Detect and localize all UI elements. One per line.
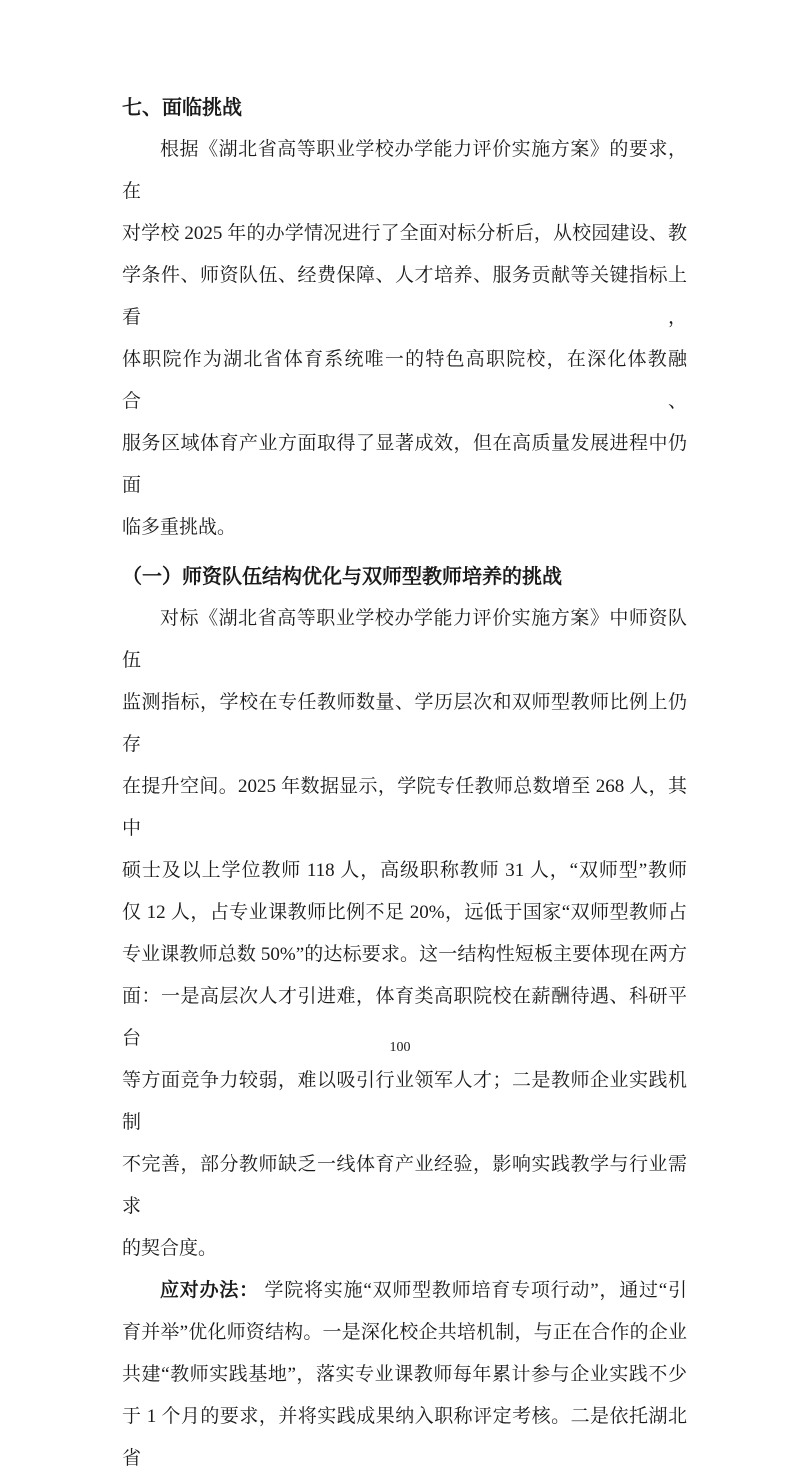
paragraph-line: 根据《湖北省高等职业学校办学能力评价实施方案》的要求，在 [122, 139, 687, 202]
paragraph-line: 监测指标，学校在专任教师数量、学历层次和双师型教师比例上仍存 [122, 692, 687, 755]
paragraph-line: 共建“教师实践基地”，落实专业课教师每年累计参与企业实践不少 [122, 1364, 687, 1385]
paragraph-line: 于 1 个月的要求，并将实践成果纳入职称评定考核。二是依托湖北省 [122, 1406, 687, 1469]
lead-rest-text: 学院将实施“双师型教师培育专项行动”，通过“引 [258, 1280, 687, 1301]
paragraph-3 [122, 1270, 687, 1480]
subsection-heading: （一）师资队伍结构优化与双师型教师培养的挑战 [122, 566, 562, 588]
paragraph-line: 临多重挑战。 [122, 517, 237, 538]
paragraph-1 [122, 129, 687, 549]
section-heading: 七、面临挑战 [122, 97, 242, 119]
paragraph-2 [122, 598, 687, 1270]
paragraph-line: 对学校 2025 年的办学情况进行了全面对标分析后，从校园建设、教 [122, 223, 687, 244]
paragraph-line: 不完善，部分教师缺乏一线体育产业经验，影响实践教学与行业需求 [122, 1154, 687, 1217]
paragraph-line: 专业课教师总数 50%”的达标要求。这一结构性短板主要体现在两方 [122, 944, 687, 965]
paragraph-line [122, 1270, 687, 1312]
paragraph-line: 育并举”优化师资结构。一是深化校企共培机制，与正在合作的企业 [122, 1322, 687, 1343]
paragraph-line: 的契合度。 [122, 1238, 218, 1259]
paragraph-line: 体职院作为湖北省体育系统唯一的特色高职院校，在深化体教融合、 [122, 349, 687, 412]
paragraph-line: 仅 12 人，占专业课教师比例不足 20%，远低于国家“双师型教师占 [122, 902, 687, 923]
paragraph-line: 在提升空间。2025 年数据显示，学院专任教师总数增至 268 人，其中 [122, 776, 687, 839]
paragraph-line: 面：一是高层次人才引进难，体育类高职院校在薪酬待遇、科研平台 [122, 986, 687, 1049]
paragraph-line: 等方面竞争力较弱，难以吸引行业领军人才；二是教师企业实践机制 [122, 1070, 687, 1133]
paragraph-line: 对标《湖北省高等职业学校办学能力评价实施方案》中师资队伍 [122, 608, 687, 671]
paragraph-line: 服务区域体育产业方面取得了显著成效，但在高质量发展进程中仍面 [122, 433, 687, 496]
document-content [122, 87, 687, 1480]
paragraph-line: 学条件、师资队伍、经费保障、人才培养、服务贡献等关键指标上看， [122, 265, 687, 328]
bold-lead-text: 应对办法： [160, 1280, 259, 1301]
paragraph-line: 硕士及以上学位教师 118 人，高级职称教师 31 人，“双师型”教师 [122, 860, 687, 881]
page-number: 100 [389, 1040, 411, 1055]
